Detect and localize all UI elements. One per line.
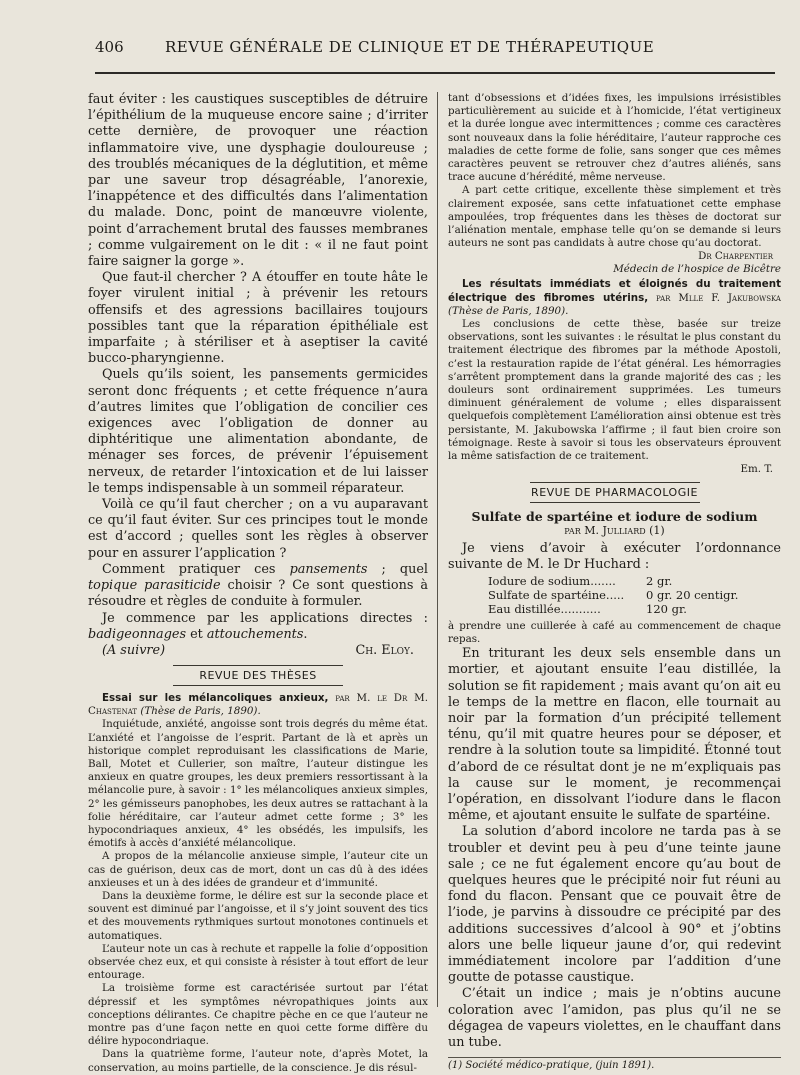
prescription-line bbox=[488, 588, 781, 602]
prescription-line bbox=[488, 574, 781, 588]
paragraph: Inquiétude, anxiété, angoisse sont trois degrés du même état. L’anxiété et l’angoisse de l’esprit. Partant de là et après un historique complet reproduisant les classifications de Marie, Ball, Motet et Cullerier, son maître, l’auteur distingue les anxieux en quatre groupes, les deux premiers ressortissant à la mélancolie pure, à savoir : 1° les mélancoliques anxieux simples, 2° les gémisseurs panophobes, les deux autres se rattachant à la folie héréditaire, car l’auteur admet cette forme ; 3° les hypocondriaques anxieux, 4° les obsédés, les impulsifs, les émotifs à accès d’anxiété mélancolique. bbox=[88, 718, 428, 850]
article-heading bbox=[88, 692, 428, 718]
paragraph: Dans la deuxième forme, le délire est sur la seconde place et souvent est diminué par l’angoisse, et il s’y joint souvent des tics et des mouvements rythmiques surtout monotones continuels et automatiques. bbox=[88, 889, 428, 942]
section-heading: REVUE DES THÈSES bbox=[173, 665, 343, 686]
paragraph: tant d’obsessions et d’idées fixes, les impulsions irrésistibles particulièrement au suicide et à l’homicide, l’état vertigineux et la durée longue avec intermittences ; comme ces caractères sont nouveaux dans la folie héréditaire, l’auteur rapproche ces maladies de cette forme de folie, sans songer que ces mêmes caractères peuvent se retrouver chez d’autres aliénés, sans trace aucune d’hérédité, même nerveuse. bbox=[448, 92, 781, 184]
ingredient: Sulfate de spartéine..... bbox=[488, 587, 625, 602]
paragraph: Dans la quatrième forme, l’auteur note, d’après Motet, la conservation, au moins partielle, de la conscience. Je dis résul- bbox=[88, 1048, 428, 1074]
page-number: 406 bbox=[95, 38, 124, 56]
text-run: choisir ? Ce sont questions à résoudre et règles de conduite à formuler. bbox=[88, 578, 428, 610]
reviewer-role: Médecin de l’hospice de Bicêtre bbox=[613, 263, 781, 276]
paragraph: Que faut-il chercher ? A étouffer en toute hâte le foyer virulent initial ; à prévenir les retours offensifs et des agressions bacillaires toujours possibles tant que la réparation épithéliale est imparfaite ; à stériliser et à aseptiser la cavité bucco-pharyngienne. bbox=[88, 270, 428, 367]
paragraph: L’auteur note un cas à rechute et rappelle la folie d’opposition observée chez eux, et qui consiste à résister à tout effort de leur entourage. bbox=[88, 942, 428, 982]
text-run: . bbox=[303, 626, 308, 642]
quantity: 2 gr. bbox=[646, 573, 673, 588]
reviewer-signature: Em. T. bbox=[740, 463, 773, 476]
footnote-rule bbox=[448, 1057, 781, 1058]
article-title: Essai sur les mélancoliques anxieux, bbox=[102, 691, 329, 704]
paragraph bbox=[88, 611, 428, 643]
paragraph: En triturant les deux sels ensemble dans un mortier, et ajoutant ensuite l’eau distillée, la solution se fit rapidement ; mais avant qu’on ait eu le temps de la mettre en flacon, elle tournait au noir par la formation d’un précipité tellement ténu, qu’il mit quatre heures pour se déposer, et rendre à la solution toute sa limpidité. Étonné tout d’abord de ce résultat dont je ne m’expliquais pas la cause sur le moment, je recommençai l’opération, en dissolvant l’iodure dans le flacon même, et ajoutant ensuite le sulfate de spartéine. bbox=[448, 646, 781, 824]
text-run: pansements bbox=[289, 561, 368, 577]
article-author: par Mlle F. Jakubowska bbox=[648, 291, 781, 304]
ingredient: Eau distillée........... bbox=[488, 601, 601, 616]
text-run: Comment pratiquer ces bbox=[102, 561, 290, 577]
paragraph: faut éviter : les caustiques susceptibles de détruire l’épithélium de la muqueuse encore saine ; d’irriter cette dernière, de provoquer une réaction inflammatoire vive, une dysphagie douloureuse ; des troublés mécaniques de la déglutition, et même par une saveur trop désagréable, l’anorexie, l’inappétence et des difficultés dans l’alimentation du malade. Donc, point de manœuvre violente, point d’arrachement brutal des fausses membranes ; comme vulgairement on le dit : « il ne faut point faire saigner la gorge ». bbox=[88, 92, 428, 270]
paragraph: Les conclusions de cette thèse, basée sur treize observations, sont les suivantes : le résultat le plus constant du traitement électrique des fibromes par la méthode Apostoli, c’est la restauration rapide de l’état général. Les hémorragies s’arrêtent promptement dans la grande majorité des cas ; les douleurs sont ordinairement supprimées. Les tumeurs diminuent généralement de volume ; elles disparaissent quelquefois complètement L’amélioration ainsi obtenue est très persistante, M. Jakubowska l’affirme ; il faut bien croire son témoignage. Reste à savoir si tous les observateurs éprouvent la même satisfaction de ce traitement. bbox=[448, 318, 781, 463]
header-rule bbox=[95, 72, 775, 74]
paragraph: à prendre une cuillerée à café au commencement de chaque repas. bbox=[448, 619, 781, 645]
prescription-line bbox=[488, 602, 781, 616]
text-run: ; quel bbox=[367, 561, 429, 577]
prescription bbox=[488, 574, 781, 616]
text-run: Je commence par les applications directes : bbox=[102, 610, 428, 626]
right-column bbox=[448, 92, 781, 1072]
page-header bbox=[95, 38, 775, 64]
left-column bbox=[88, 92, 428, 1075]
to-be-continued: (A suivre) bbox=[102, 642, 166, 658]
quantity: 120 gr. bbox=[646, 601, 687, 616]
paragraph: La solution d’abord incolore ne tarda pas à se troubler et devint peu à peu d’une teinte jaune sale ; ce ne fut également encore qu’au bout de quelques heures que le précipité noir fut réuni au fond du flacon. Pensant que ce pouvait être de l’iode, je parvins à dissoudre ce précipité par des additions successives d’alcool à 90° et j’obtins alors une belle liqueur jaune d’or, qui redevint immédiatement incolore par l’addition d’une goutte de potasse caustique. bbox=[448, 824, 781, 986]
article-author: par M. le Dr M. Chastenat bbox=[88, 691, 428, 718]
signature-row bbox=[88, 643, 428, 659]
article-author: par M. Julliard (1) bbox=[564, 524, 665, 538]
paragraph: C’était un indice ; mais je n’obtins aucune coloration avec l’amidon, pas plus qu’il ne se dégagea de vapeurs violettes, en le chauffant dans un tube. bbox=[448, 986, 781, 1050]
paragraph: La troisième forme est caractérisée surtout par l’état dépressif et les symptômes névropathiques joints aux conceptions délirantes. Ce chapitre pèche en ce que l’auteur ne montre pas d’une façon nette en quoi cette forme diffère du délire hypocondriaque. bbox=[88, 982, 428, 1048]
article-title: Les résultats immédiats et éloignés du traitement électrique des fibromes utérins, bbox=[448, 278, 781, 304]
quantity: 0 gr. 20 centigr. bbox=[646, 587, 739, 602]
paragraph: A propos de la mélancolie anxieuse simple, l’auteur cite un cas de guérison, deux cas de mort, dont un cas dû à des idées anxieuses et un à des idées de grandeur et d’immunité. bbox=[88, 850, 428, 889]
paragraph: Voilà ce qu’il faut chercher ; on a vu auparavant ce qu’il faut éviter. Sur ces principes tout le monde est d’accord ; quelles sont les règles à observer pour en assurer l’application ? bbox=[88, 497, 428, 561]
paragraph: A part cette critique, excellente thèse simplement et très clairement exposée, sans cette infatuationet cette emphase ampoulées, trop fréquentes dans les thèses de doctorat sur l’aliénation mentale, emphase telle qu’on se demande si leurs auteurs ne sont pas candidats à autre chose qu’au doctorat. bbox=[448, 184, 781, 250]
paragraph: Quels qu’ils soient, les pansements germicides seront donc fréquents ; et cette fréquence n’aura d’autres limites que l’obligation de concilier ces exigences avec l’obligation de donner au diphtéritique une alimentation abondante, de ménager ses forces, de prévenir l’épuisement nerveux, de retarder l’intoxication et de lui laisser le temps indispensable à un sommeil réparateur. bbox=[88, 367, 428, 496]
paragraph: Je viens d’avoir à exécuter l’ordonnance suivante de M. le Dr Huchard : bbox=[448, 541, 781, 573]
reviewer-signature: Dr Charpentier bbox=[698, 250, 773, 263]
ingredient: Iodure de sodium....... bbox=[488, 573, 616, 588]
text-run: et bbox=[186, 626, 207, 642]
footnote: (1) Société médico-pratique, (juin 1891). bbox=[448, 1060, 655, 1072]
article-title: Sulfate de spartéine et iodure de sodium bbox=[471, 509, 758, 525]
article-reference: (Thèse de Paris, 1890). bbox=[448, 304, 569, 317]
column-divider bbox=[437, 92, 438, 1007]
journal-title: REVUE GÉNÉRALE DE CLINIQUE ET DE THÉRAPEUTIQUE bbox=[165, 38, 655, 56]
article-heading bbox=[448, 278, 781, 318]
text-run: badigeonnages bbox=[88, 626, 187, 642]
paragraph bbox=[88, 562, 428, 611]
section-heading: REVUE DE PHARMACOLOGIE bbox=[530, 482, 700, 503]
article-reference: (Thèse de Paris, 1890). bbox=[140, 705, 261, 718]
text-run: attouchements bbox=[206, 626, 304, 642]
author-signature: Ch. Eloy. bbox=[355, 642, 414, 658]
text-run: topique parasiticide bbox=[88, 578, 221, 594]
